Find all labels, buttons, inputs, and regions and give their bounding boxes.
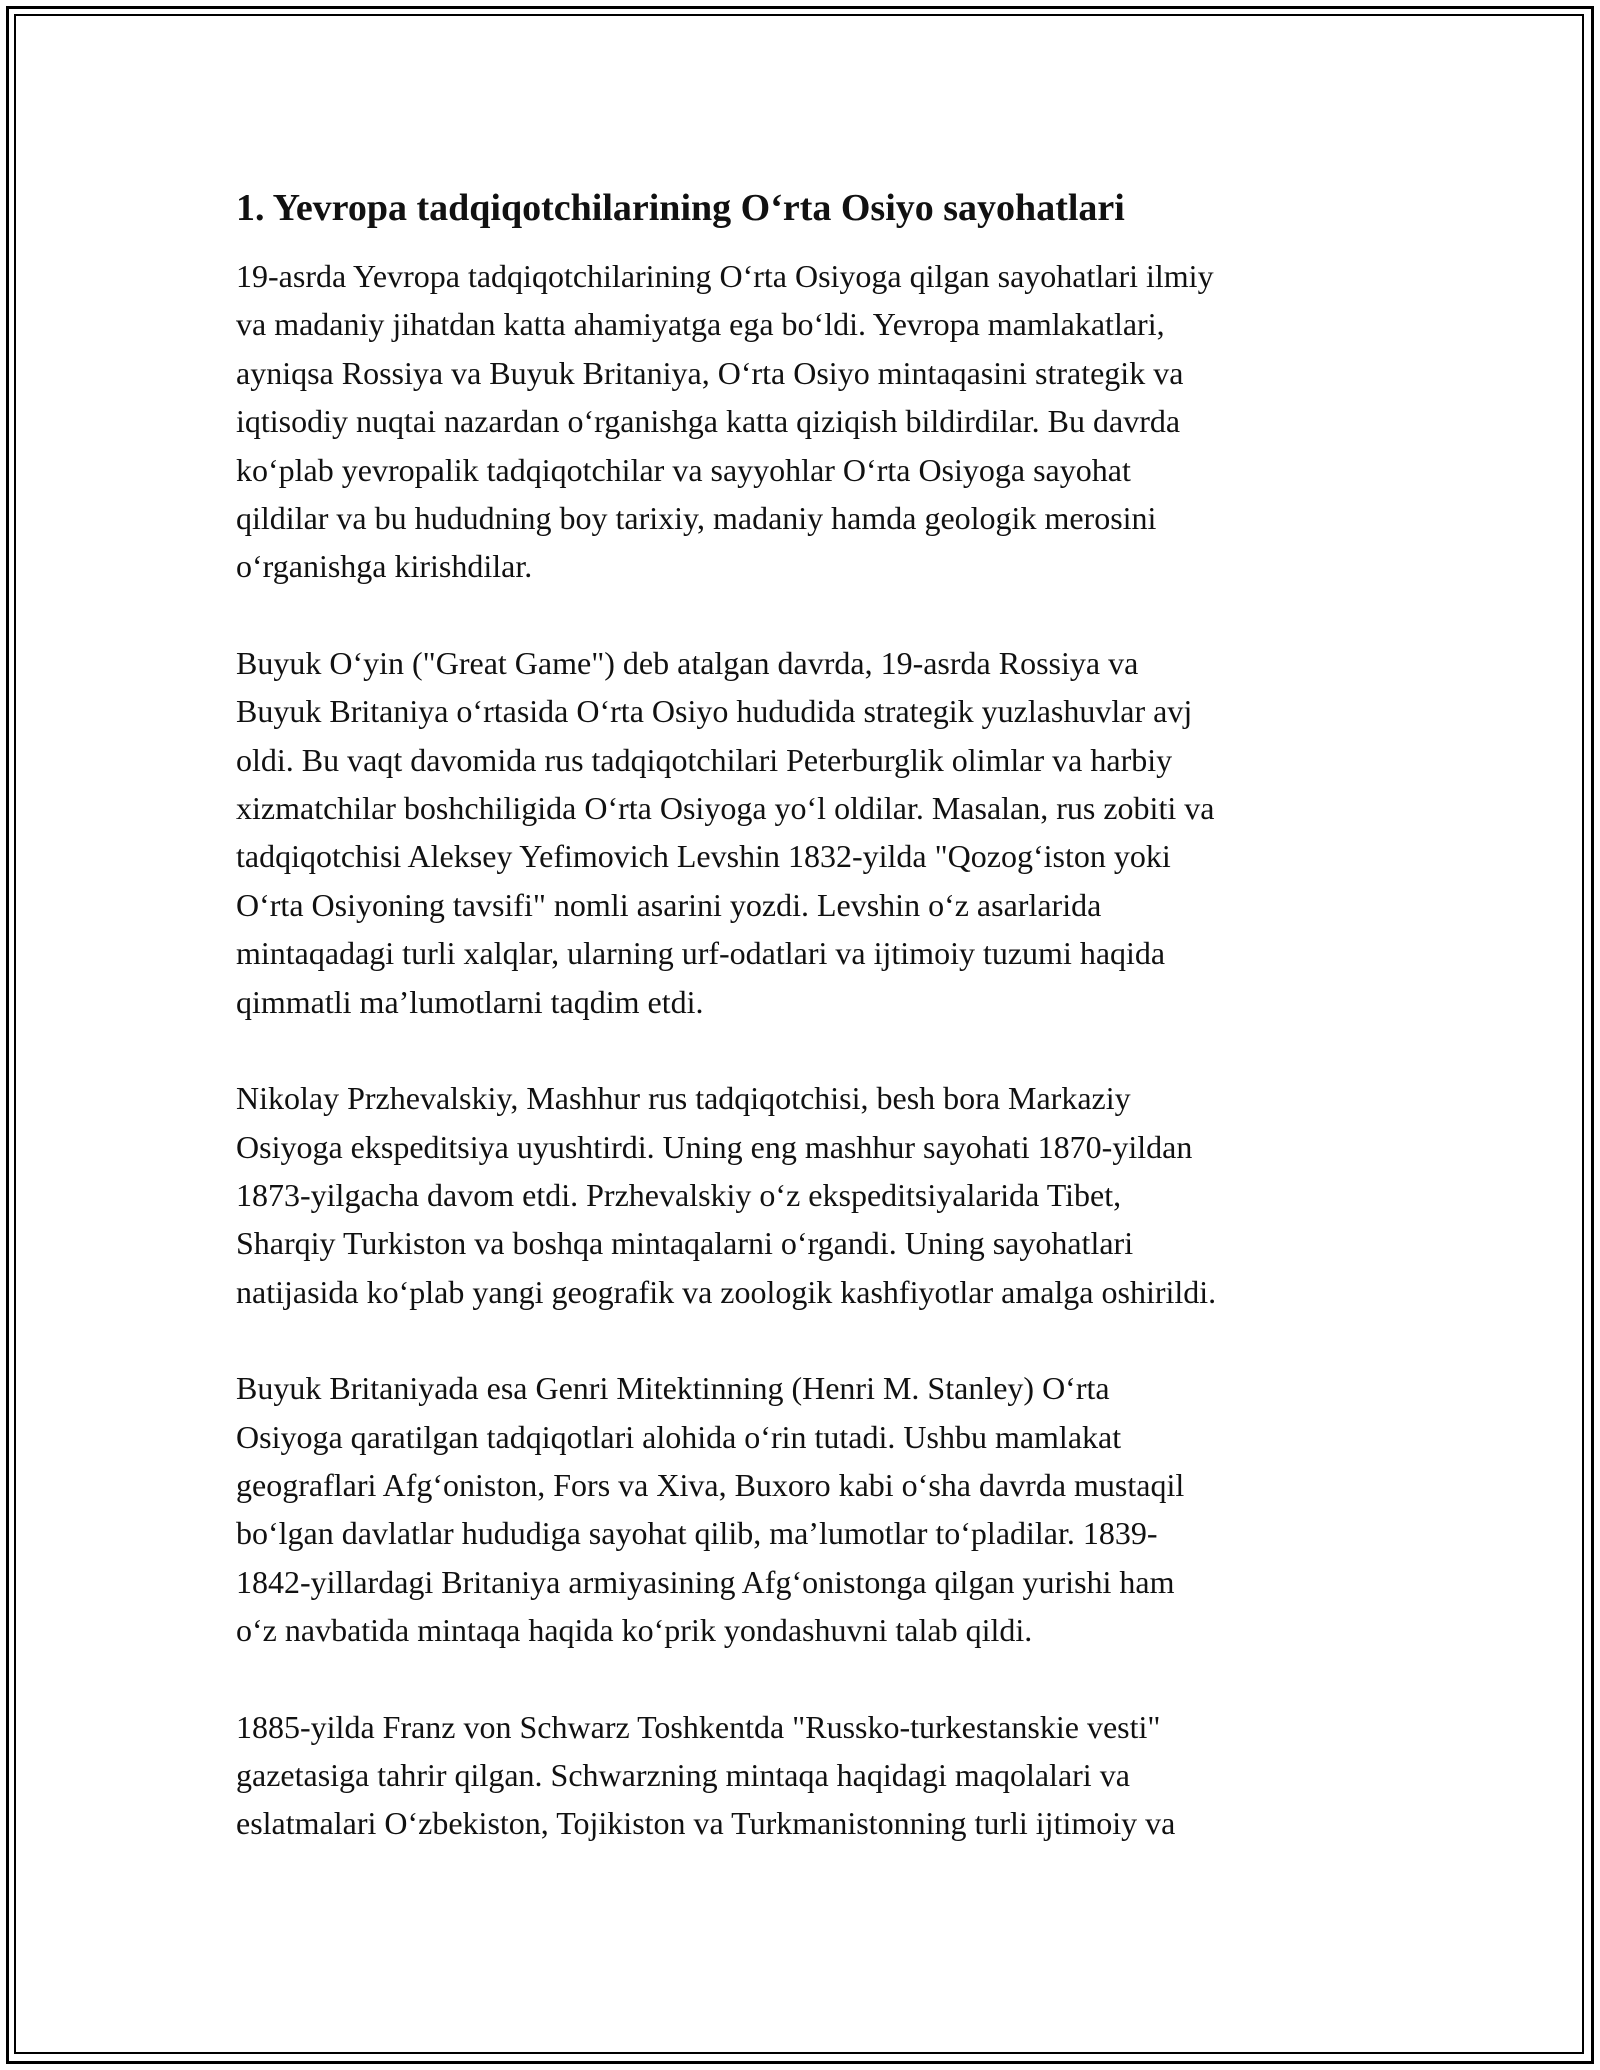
- paragraph-3: [236, 1074, 1366, 1316]
- text-line: Sharqiy Turkiston va boshqa mintaqalarni o‘rgandi. Uning sayohatlari: [236, 1225, 1134, 1262]
- text-line: Buyuk Britaniya o‘rtasida O‘rta Osiyo hududida strategik yuzlashuvlar avj: [236, 693, 1193, 730]
- text-line: 1873-yilgacha davom etdi. Przhevalskiy o‘z ekspeditsiyalarida Tibet,: [236, 1176, 1122, 1213]
- text-line: eslatmalari O‘zbekiston, Tojikiston va Turkmanistonning turli ijtimoiy va: [236, 1805, 1176, 1842]
- text-line: 19-asrda Yevropa tadqiqotchilarining O‘rta Osiyoga qilgan sayohatlari ilmiy: [236, 258, 1214, 294]
- text-line: ko‘plab yevropalik tadqiqotchilar va sayyohlar O‘rta Osiyoga sayohat: [236, 451, 1131, 488]
- text-line: Nikolay Przhevalskiy, Mashhur rus tadqiqotchisi, besh bora Markaziy: [236, 1080, 1131, 1117]
- section-heading: 1. Yevropa tadqiqotchilarining O‘rta Osiyo sayohatlari: [236, 187, 1125, 229]
- paragraph-5: [236, 1703, 1366, 1848]
- text-line: gazetasiga tahrir qilgan. Schwarzning mintaqa haqidagi maqolalari va: [236, 1756, 1130, 1793]
- text-line: oldi. Bu vaqt davomida rus tadqiqotchilari Peterburglik olimlar va harbiy: [236, 741, 1173, 778]
- text-line: bo‘lgan davlatlar hududiga sayohat qilib, ma’lumotlar to‘pladilar. 1839-: [236, 1515, 1158, 1552]
- text-line: Buyuk Britaniyada esa Genri Mitektinning (Henri M. Stanley) O‘rta: [236, 1370, 1110, 1407]
- text-line: qildilar va bu hududning boy tarixiy, madaniy hamda geologik merosini: [236, 500, 1157, 537]
- text-line: va madaniy jihatdan katta ahamiyatga ega bo‘ldi. Yevropa mamlakatlari,: [236, 306, 1165, 343]
- text-line: o‘z navbatida mintaqa haqida ko‘prik yondashuvni talab qildi.: [236, 1612, 1033, 1649]
- text-line: ayniqsa Rossiya va Buyuk Britaniya, O‘rta Osiyo mintaqasini strategik va: [236, 354, 1184, 391]
- paragraph-2: [236, 639, 1366, 1026]
- paragraph-1: [236, 252, 1366, 591]
- text-line: tadqiqotchisi Aleksey Yefimovich Levshin 1832-yilda "Qozog‘iston yoki: [236, 838, 1171, 875]
- text-line: iqtisodiy nuqtai nazardan o‘rganishga katta qiziqish bildirdilar. Bu davrda: [236, 403, 1181, 440]
- text-line: O‘rta Osiyoning tavsifi" nomli asarini yozdi. Levshin o‘z asarlarida: [236, 886, 1102, 923]
- text-line: Osiyoga qaratilgan tadqiqotlari alohida o‘rin tutadi. Ushbu mamlakat: [236, 1418, 1122, 1455]
- text-line: 1842-yillardagi Britaniya armiyasining Afg‘onistonga qilgan yurishi ham: [236, 1563, 1175, 1600]
- paragraph-4: [236, 1364, 1366, 1654]
- text-line: mintaqadagi turli xalqlar, ularning urf-odatlari va ijtimoiy tuzumi haqida: [236, 935, 1166, 972]
- text-line: 1885-yilda Franz von Schwarz Toshkentda "Russko-turkestanskie vesti": [236, 1708, 1161, 1745]
- text-line: o‘rganishga kirishdilar.: [236, 548, 533, 585]
- text-line: xizmatchilar boshchiligida O‘rta Osiyoga yo‘l oldilar. Masalan, rus zobiti va: [236, 790, 1215, 827]
- text-line: qimmatli ma’lumotlarni taqdim etdi.: [236, 983, 704, 1020]
- document-body: [236, 184, 1366, 1896]
- text-line: natijasida ko‘plab yangi geografik va zoologik kashfiyotlar amalga oshirildi.: [236, 1273, 1217, 1310]
- text-line: Osiyoga ekspeditsiya uyushtirdi. Uning eng mashhur sayohati 1870-yildan: [236, 1128, 1193, 1165]
- text-line: Buyuk O‘yin ("Great Game") deb atalgan davrda, 19-asrda Rossiya va: [236, 644, 1139, 681]
- text-line: geograflari Afg‘oniston, Fors va Xiva, Buxoro kabi o‘sha davrda mustaqil: [236, 1466, 1185, 1503]
